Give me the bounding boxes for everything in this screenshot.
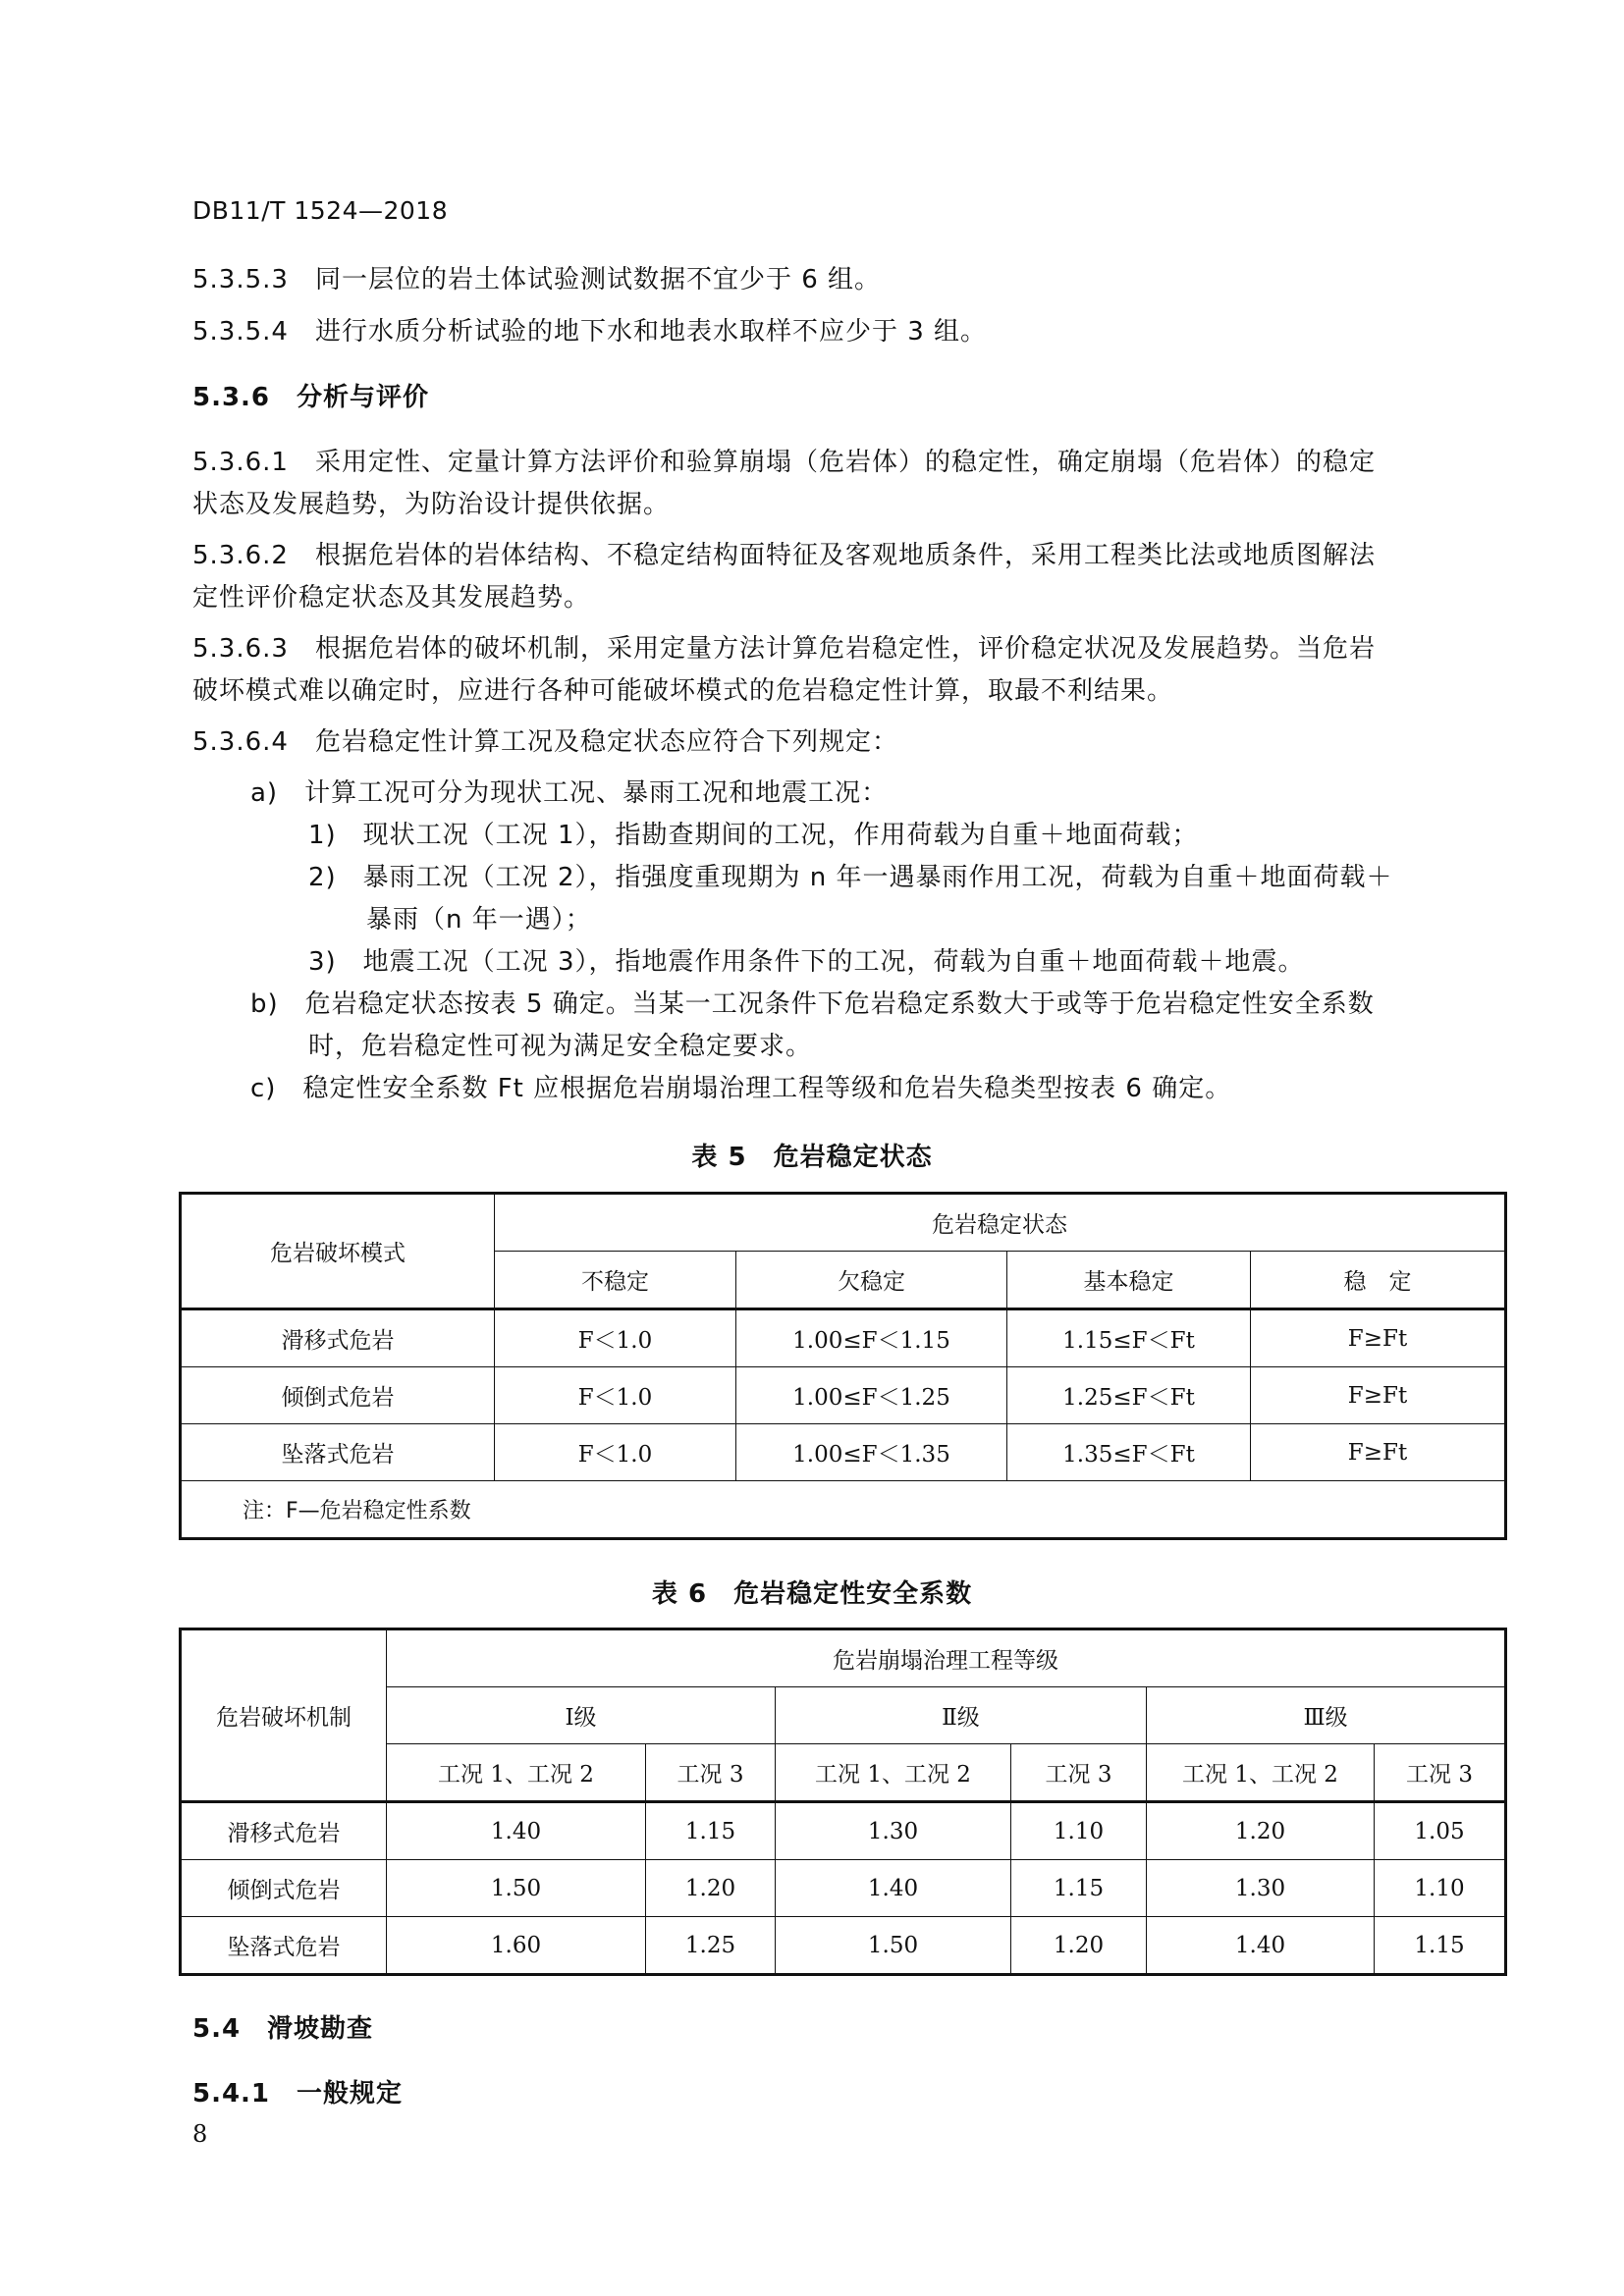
table6-cell: 1.15 — [1375, 1917, 1506, 1975]
table5-state-basic-stable: 基本稳定 — [1007, 1252, 1251, 1309]
table6-cell: 1.15 — [1011, 1860, 1147, 1917]
table5-cell: F＜1.0 — [495, 1367, 736, 1424]
table6-cell: 1.40 — [1147, 1917, 1375, 1975]
item-a-2-line2: 暴雨（n 年一遇）； — [366, 905, 592, 934]
table6-cond-1-2: 工况 1、工况 2 — [387, 1744, 646, 1802]
table5-cell: 1.00≤F＜1.35 — [736, 1424, 1007, 1481]
item-c: c) 稳定性安全系数 Ft 应根据危岩崩塌治理工程等级和危岩失稳类型按表 6 确定。 — [250, 1074, 1232, 1103]
item-a-3: 3) 地震工况（工况 3），指地震作用条件下的工况，荷载为自重＋地面荷载＋地震。 — [308, 947, 1305, 977]
clause-5-3-6-1-line2: 状态及发展趋势，为防治设计提供依据。 — [192, 490, 671, 519]
table6-header-mechanism: 危岩破坏机制 — [181, 1629, 387, 1802]
table6-cond-1-2: 工况 1、工况 2 — [1147, 1744, 1375, 1802]
table6-grade-1: Ⅰ级 — [387, 1687, 776, 1744]
item-b-line2: 时，危岩稳定性可视为满足安全稳定要求。 — [308, 1032, 813, 1061]
table6-cell: 1.25 — [646, 1917, 776, 1975]
table6-grade-3: Ⅲ级 — [1147, 1687, 1506, 1744]
table6-cell: 1.20 — [1011, 1917, 1147, 1975]
table-row — [181, 1917, 1506, 1975]
table5-cell: F≥Ft — [1251, 1424, 1506, 1481]
table6-grade-2: Ⅱ级 — [776, 1687, 1147, 1744]
item-a-2-line1: 2) 暴雨工况（工况 2），指强度重现期为 n 年一遇暴雨作用工况，荷载为自重＋地面荷载＋ — [308, 863, 1393, 892]
page-number: 8 — [192, 2120, 208, 2148]
table5-cell: F≥Ft — [1251, 1309, 1506, 1367]
table-row — [181, 1367, 1506, 1424]
table5-cell: 1.00≤F＜1.15 — [736, 1309, 1007, 1367]
clause-5-3-6-2-line2: 定性评价稳定状态及其发展趋势。 — [192, 583, 591, 613]
table5-state-under-stable: 欠稳定 — [736, 1252, 1007, 1309]
table6-row-label: 倾倒式危岩 — [181, 1860, 387, 1917]
table6-row-label: 坠落式危岩 — [181, 1917, 387, 1975]
table6-cell: 1.05 — [1375, 1802, 1506, 1860]
clause-5-3-5-3: 5.3.5.3 同一层位的岩土体试验测试数据不宜少于 6 组。 — [192, 265, 882, 294]
clause-5-3-6-2-line1: 5.3.6.2 根据危岩体的岩体结构、不稳定结构面特征及客观地质条件，采用工程类比法或地质图解法 — [192, 541, 1376, 570]
table5-note: 注：F—危岩稳定性系数 — [181, 1481, 1506, 1539]
table6-cell: 1.50 — [387, 1860, 646, 1917]
table6-cell: 1.10 — [1375, 1860, 1506, 1917]
clause-5-3-6-3-line2: 破坏模式难以确定时，应进行各种可能破坏模式的危岩稳定性计算，取最不利结果。 — [192, 676, 1174, 706]
section-5-3-6-heading: 5.3.6 分析与评价 — [192, 383, 430, 412]
table5-cell: F≥Ft — [1251, 1367, 1506, 1424]
table6-cond-1-2: 工况 1、工况 2 — [776, 1744, 1011, 1802]
table6-cell: 1.15 — [646, 1802, 776, 1860]
table5-cell: F＜1.0 — [495, 1309, 736, 1367]
table6-cell: 1.10 — [1011, 1802, 1147, 1860]
clause-5-3-6-1-line1: 5.3.6.1 采用定性、定量计算方法评价和验算崩塌（危岩体）的稳定性，确定崩塌（危岩体）的稳定 — [192, 448, 1376, 477]
table6-cell: 1.40 — [387, 1802, 646, 1860]
table6-caption: 表 6 危岩稳定性安全系数 — [651, 1579, 973, 1609]
table5-state-unstable: 不稳定 — [495, 1252, 736, 1309]
section-5-4-heading: 5.4 滑坡勘查 — [192, 2014, 374, 2044]
clause-5-3-6-3-line1: 5.3.6.3 根据危岩体的破坏机制，采用定量方法计算危岩稳定性，评价稳定状况及发展趋势。当危岩 — [192, 634, 1376, 664]
table6-row-label: 滑移式危岩 — [181, 1802, 387, 1860]
table5-state-stable: 稳 定 — [1251, 1252, 1506, 1309]
item-a: a) 计算工况可分为现状工况、暴雨工况和地震工况： — [250, 778, 889, 808]
table5-cell: F＜1.0 — [495, 1424, 736, 1481]
table6-cell: 1.50 — [776, 1917, 1011, 1975]
table5-cell: 1.15≤F＜Ft — [1007, 1309, 1251, 1367]
table5-row-label: 倾倒式危岩 — [181, 1367, 495, 1424]
table5-cell: 1.00≤F＜1.25 — [736, 1367, 1007, 1424]
clause-5-3-6-4: 5.3.6.4 危岩稳定性计算工况及稳定状态应符合下列规定： — [192, 727, 898, 757]
doc-code-header: DB11/T 1524—2018 — [192, 196, 449, 225]
table5-row-label: 滑移式危岩 — [181, 1309, 495, 1367]
table6-cond-3: 工况 3 — [646, 1744, 776, 1802]
table6-cell: 1.30 — [1147, 1860, 1375, 1917]
table6-cond-3: 工况 3 — [1011, 1744, 1147, 1802]
table-row — [181, 1802, 1506, 1860]
table6-header-grade: 危岩崩塌治理工程等级 — [387, 1629, 1506, 1687]
table6-safety-factors — [179, 1628, 1507, 1976]
table6-cell: 1.40 — [776, 1860, 1011, 1917]
table5-header-mode: 危岩破坏模式 — [181, 1194, 495, 1309]
table5-stability-states — [179, 1192, 1507, 1540]
item-a-1: 1) 现状工况（工况 1），指勘查期间的工况，作用荷载为自重＋地面荷载； — [308, 821, 1199, 850]
table5-cell: 1.25≤F＜Ft — [1007, 1367, 1251, 1424]
table-row — [181, 1860, 1506, 1917]
table5-cell: 1.35≤F＜Ft — [1007, 1424, 1251, 1481]
table6-cell: 1.20 — [646, 1860, 776, 1917]
table6-cond-3: 工况 3 — [1375, 1744, 1506, 1802]
section-5-4-1-heading: 5.4.1 一般规定 — [192, 2079, 404, 2109]
table6-cell: 1.30 — [776, 1802, 1011, 1860]
table5-row-label: 坠落式危岩 — [181, 1424, 495, 1481]
item-b-line1: b) 危岩稳定状态按表 5 确定。当某一工况条件下危岩稳定系数大于或等于危岩稳定性安全系数 — [250, 989, 1375, 1019]
table6-cell: 1.60 — [387, 1917, 646, 1975]
table6-cell: 1.20 — [1147, 1802, 1375, 1860]
table5-header-state: 危岩稳定状态 — [495, 1194, 1506, 1252]
table-row — [181, 1309, 1506, 1367]
table-row — [181, 1424, 1506, 1481]
table5-caption: 表 5 危岩稳定状态 — [691, 1143, 933, 1172]
clause-5-3-5-4: 5.3.5.4 进行水质分析试验的地下水和地表水取样不应少于 3 组。 — [192, 317, 988, 347]
